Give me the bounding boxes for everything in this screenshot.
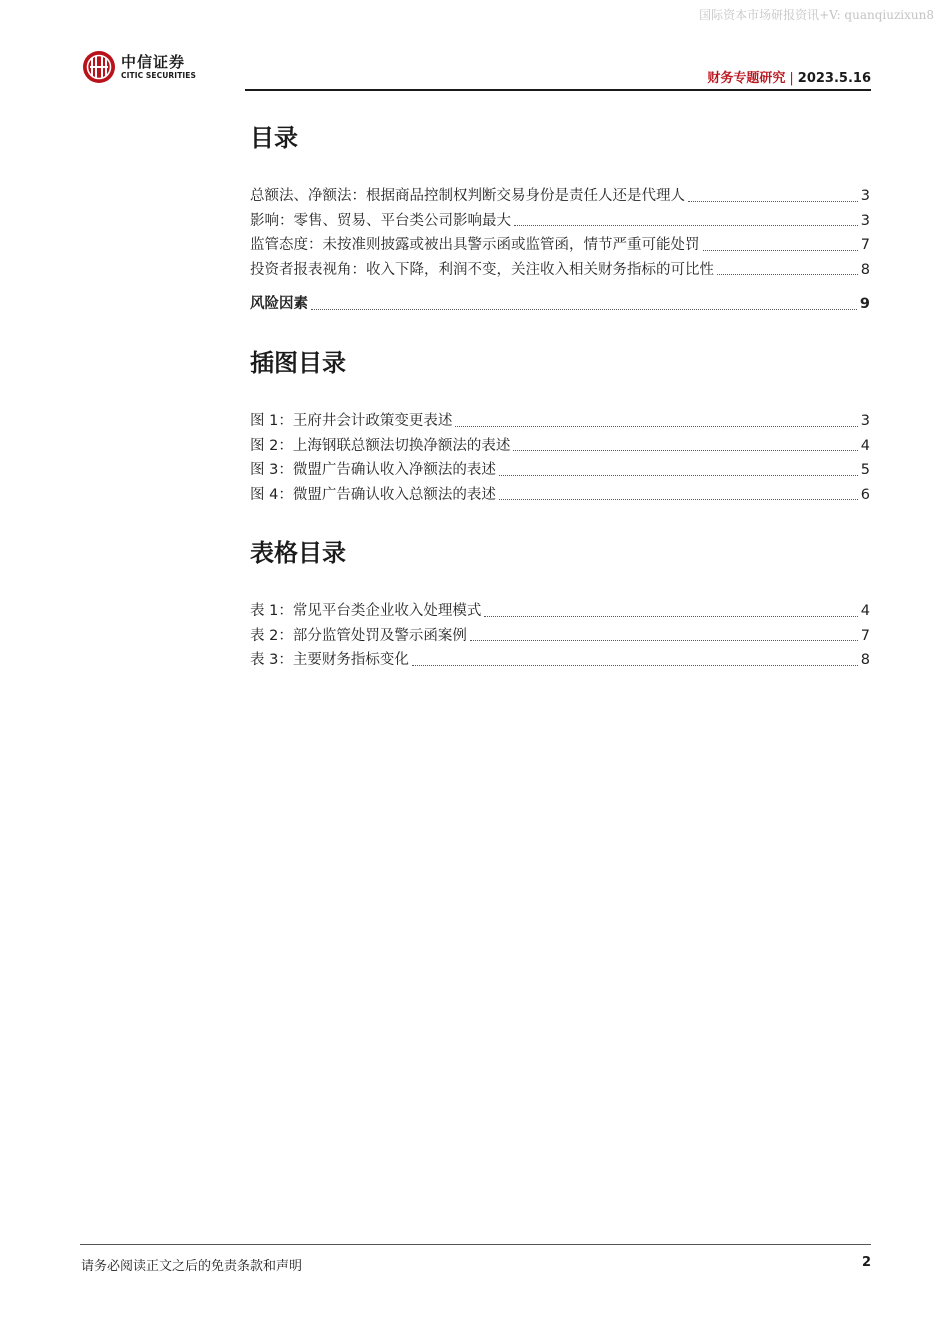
dot-leader bbox=[455, 425, 857, 427]
table-item[interactable] bbox=[250, 624, 870, 649]
table-item-label: 表 3：主要财务指标变化 bbox=[250, 652, 409, 668]
dot-leader bbox=[484, 615, 857, 617]
logo-name-en: CITIC SECURITIES bbox=[121, 70, 197, 80]
table-item-page: 8 bbox=[860, 652, 870, 668]
dot-leader bbox=[499, 474, 858, 476]
dot-leader bbox=[688, 200, 858, 202]
header-divider bbox=[245, 89, 871, 91]
toc-item-label: 风险因素 bbox=[250, 296, 308, 312]
table-item-page: 4 bbox=[860, 603, 870, 619]
toc-title: 目录 bbox=[250, 124, 298, 152]
report-header bbox=[707, 67, 871, 86]
toc-item-label: 总额法、净额法：根据商品控制权判断交易身份是责任人还是代理人 bbox=[250, 188, 685, 204]
figure-item[interactable] bbox=[250, 458, 870, 483]
toc-item-label: 监管态度：未按准则披露或被出具警示函或监管函，情节严重可能处罚 bbox=[250, 237, 700, 253]
citic-logo-icon bbox=[82, 50, 116, 84]
dot-leader bbox=[470, 639, 858, 641]
figure-item[interactable] bbox=[250, 483, 870, 508]
company-logo bbox=[82, 50, 196, 84]
tables-title: 表格目录 bbox=[250, 539, 346, 567]
figures-list bbox=[250, 409, 870, 507]
logo-name-cn: 中信证券 bbox=[121, 52, 186, 71]
toc-item-label: 投资者报表视角：收入下降，利润不变，关注收入相关财务指标的可比性 bbox=[250, 261, 714, 278]
figure-item-label: 图 3：微盟广告确认收入净额法的表述 bbox=[250, 462, 496, 478]
toc-item-page: 9 bbox=[859, 296, 870, 312]
report-date: 2023.5.16 bbox=[797, 71, 871, 86]
toc-list bbox=[250, 184, 870, 317]
header-separator: | bbox=[789, 71, 794, 86]
dot-leader bbox=[412, 664, 858, 666]
toc-item[interactable] bbox=[250, 184, 870, 209]
figure-item-label: 图 4：微盟广告确认收入总额法的表述 bbox=[250, 486, 496, 503]
dot-leader bbox=[703, 249, 858, 251]
toc-item[interactable] bbox=[250, 233, 870, 258]
toc-item-page: 3 bbox=[860, 188, 870, 204]
table-item-label: 表 1：常见平台类企业收入处理模式 bbox=[250, 603, 482, 619]
figures-title: 插图目录 bbox=[250, 349, 346, 377]
footer-disclaimer: 请务必阅读正文之后的免责条款和声明 bbox=[81, 1259, 303, 1274]
watermark: 国际资本市场研报资讯+V: quanqiuzixun8 bbox=[699, 8, 934, 22]
toc-item-risk[interactable] bbox=[250, 292, 870, 317]
dot-leader bbox=[514, 224, 858, 226]
dot-leader bbox=[717, 273, 858, 275]
toc-item-page: 8 bbox=[860, 261, 870, 278]
table-item-label: 表 2：部分监管处罚及警示函案例 bbox=[250, 627, 467, 644]
table-item[interactable] bbox=[250, 648, 870, 673]
figure-item-page: 6 bbox=[860, 486, 870, 503]
table-item-page: 7 bbox=[860, 627, 870, 644]
tables-list bbox=[250, 599, 870, 673]
figure-item-label: 图 2：上海钢联总额法切换净额法的表述 bbox=[250, 437, 511, 454]
toc-item[interactable] bbox=[250, 209, 870, 234]
figure-item[interactable] bbox=[250, 409, 870, 434]
dot-leader bbox=[311, 308, 857, 310]
report-category: 财务专题研究 bbox=[707, 71, 786, 86]
figure-item-page: 5 bbox=[860, 462, 870, 478]
figure-item[interactable] bbox=[250, 434, 870, 459]
dot-leader bbox=[513, 449, 857, 451]
figure-item-page: 4 bbox=[860, 437, 870, 454]
footer-divider bbox=[80, 1244, 871, 1245]
table-item[interactable] bbox=[250, 599, 870, 624]
dot-leader bbox=[499, 498, 858, 500]
page-number: 2 bbox=[861, 1255, 871, 1270]
toc-item[interactable] bbox=[250, 258, 870, 283]
figure-item-page: 3 bbox=[860, 413, 870, 429]
figure-item-label: 图 1：王府井会计政策变更表述 bbox=[250, 413, 453, 429]
toc-item-label: 影响：零售、贸易、平台类公司影响最大 bbox=[250, 212, 511, 229]
toc-item-page: 3 bbox=[860, 212, 870, 229]
toc-item-page: 7 bbox=[860, 237, 870, 253]
